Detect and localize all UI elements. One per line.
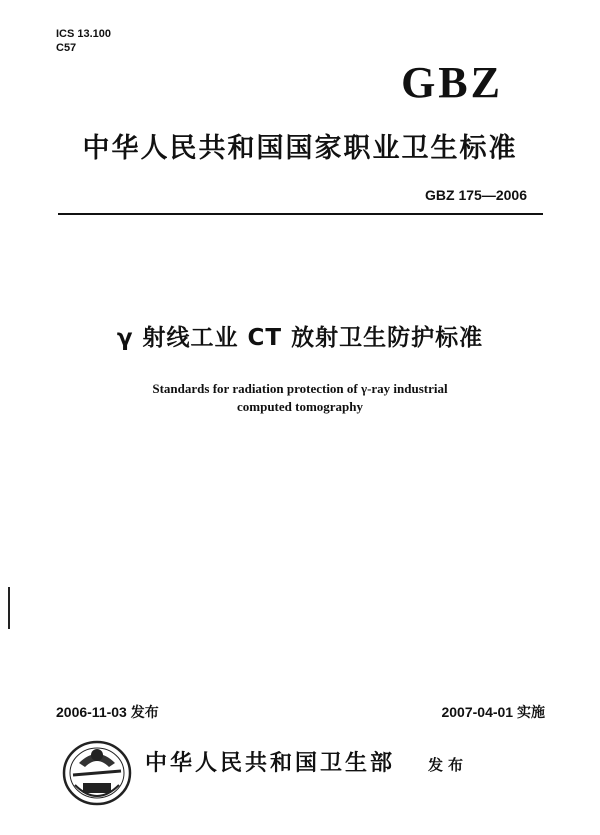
title-chinese: γ 射线工业 CT 放射卫生防护标准 xyxy=(116,325,484,351)
scan-edge-mark xyxy=(8,587,10,629)
publisher-seal-icon xyxy=(59,733,135,809)
issue-label: 发布 xyxy=(428,756,469,774)
implementation-date: 2007-04-01 实施 xyxy=(441,704,545,720)
standard-type-heading: 中华人民共和国国家职业卫生标准 xyxy=(82,133,518,164)
ics-code: ICS 13.100 xyxy=(56,28,112,40)
issuing-authority: 中华人民共和国卫生部 xyxy=(145,751,396,776)
header-rule xyxy=(58,213,543,215)
gbz-logo: GBZ xyxy=(401,58,503,107)
standard-number: GBZ 175—2006 xyxy=(425,187,527,203)
title-english-line-1: Standards for radiation protection of γ-ray industrial xyxy=(152,381,448,396)
title-english-line-2: computed tomography xyxy=(236,399,364,414)
title-english xyxy=(0,380,600,416)
classification-code: C57 xyxy=(56,42,77,54)
issue-date: 2006-11-03 发布 xyxy=(56,704,159,720)
